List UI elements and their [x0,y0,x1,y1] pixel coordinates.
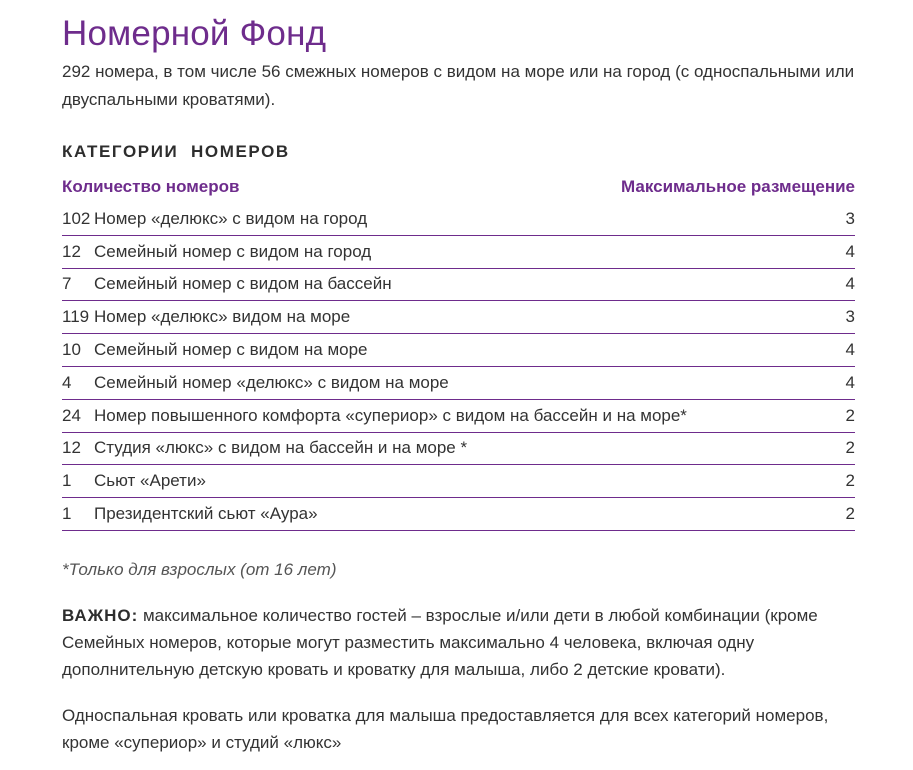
row-max: 2 [845,405,855,425]
row-count: 102 [62,208,91,228]
row-max: 2 [845,471,855,491]
row-count: 7 [62,274,72,294]
row-name: Номер «делюкс» с видом на город [94,208,368,228]
row-count: 24 [62,405,81,425]
row-max: 4 [845,274,855,294]
section-heading: КАТЕГОРИИ НОМЕРОВ [62,142,290,161]
row-name: Номер «делюкс» видом на море [94,307,351,327]
table-row [62,269,855,302]
row-name: Семейный номер с видом на город [94,241,372,261]
row-name: Президентский сьют «Аура» [94,504,318,524]
table-row [62,400,855,433]
row-name: Номер повышенного комфорта «супериор» с видом на бассейн и на море* [94,405,687,425]
row-max: 4 [845,241,855,261]
important-label: ВАЖНО: [62,606,139,625]
page-subtitle: 292 номера, в том числе 56 смежных номеров с видом на море или на город (с односпальными или двуспальными кроватями). [62,62,855,109]
bed-note: Односпальная кровать или кроватка для малыша предоставляется для всех категорий номеров, кроме «супериор» и студий «люкс» [62,706,829,752]
row-count: 119 [62,307,90,327]
footnote: *Только для взрослых (от 16 лет) [62,560,337,579]
row-count: 4 [62,372,72,392]
row-name: Семейный номер с видом на море [94,340,368,360]
table-row [62,498,855,531]
row-count: 12 [62,241,81,261]
row-name: Семейный номер с видом на бассейн [94,274,392,294]
row-count: 1 [62,504,72,524]
row-max: 4 [845,372,855,392]
row-max: 3 [845,208,855,228]
row-count: 12 [62,438,81,458]
important-text: максимальное количество гостей – взрослые и/или дети в любой комбинации (кроме Семейных номеров, которые могут разместить максимально 4 человека, включая одну дополнительную детскую кровать и кроватку для малыша, либо 2 детские кровати). [62,606,818,679]
row-max: 3 [845,307,855,327]
table-row [62,465,855,498]
room-table [62,203,855,531]
row-name: Сьют «Арети» [94,471,206,491]
column-header-max: Максимальное размещение [621,177,855,196]
row-count: 10 [62,340,81,360]
table-row [62,433,855,466]
column-header-count: Количество номеров [62,177,240,196]
table-header [62,174,855,200]
table-row [62,203,855,236]
table-row [62,334,855,367]
important-note [62,602,855,683]
row-name: Семейный номер «делюкс» с видом на море [94,372,449,392]
row-max: 2 [845,504,855,524]
row-max: 4 [845,340,855,360]
table-row [62,301,855,334]
row-max: 2 [845,438,855,458]
table-row [62,367,855,400]
row-count: 1 [62,471,72,491]
page-title: Номерной Фонд [62,14,327,53]
row-name: Студия «люкс» с видом на бассейн и на море * [94,438,468,458]
table-row [62,236,855,269]
